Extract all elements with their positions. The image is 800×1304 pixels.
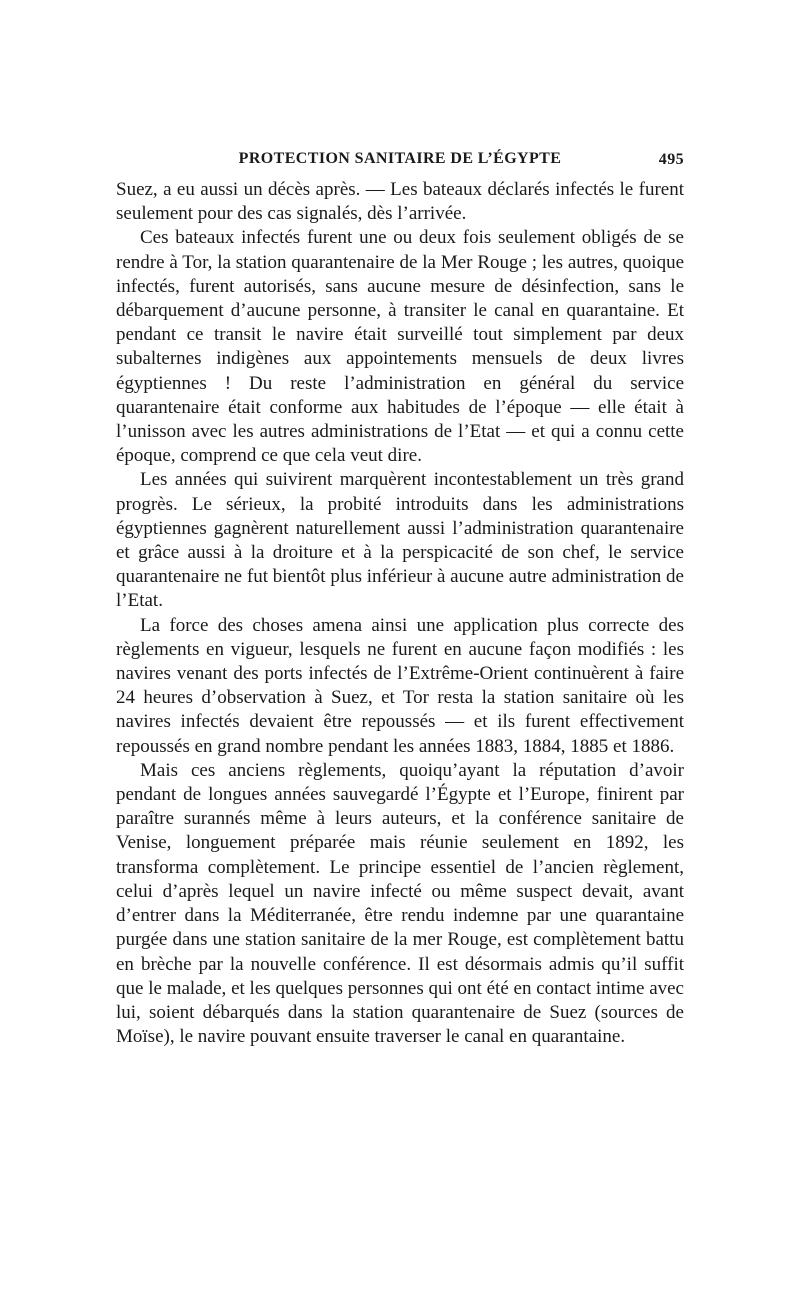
running-head-title: PROTECTION SANITAIRE DE L’ÉGYPTE [238,150,562,167]
paragraph: Mais ces anciens règlements, quoiqu’ayant la réputation d’avoir pendant de longues années sauvegardé l’Égypte et l’Europe, finirent par paraître surannés même à leurs auteurs, et la conférence sanitaire de Venise, longuement préparée mais réunie seulement en 1892, les transforma complètement. Le principe essentiel de l’ancien règlement, celui d’après lequel un navire infecté ou même suspect devait, avant d’entrer dans la Méditerranée, être rendu indemne par une quarantaine purgée dans une station sanitaire de la mer Rouge, est complètement battu en brèche par la nouvelle conférence. Il est désormais admis qu’il suffit que le malade, et les quelques personnes qui ont été en contact intime avec lui, soient débarqués dans la station quarantenaire de Suez (sources de Moïse), le navire pouvant ensuite traverser le canal en quarantaine. [116,759,684,1048]
page-number: 495 [658,151,684,168]
body-text [116,178,684,1049]
book-page [116,150,684,1049]
running-head [116,150,684,174]
paragraph: Les années qui suivirent marquèrent incontestablement un très grand progrès. Le sérieux, la probité introduits dans les administrations égyptiennes gagnèrent naturellement aussi l’administration quarantenaire et grâce aussi à la droiture et à la perspicacité de son chef, le service quarantenaire ne fut bientôt plus inférieur à aucune autre administration de l’Etat. [116,469,684,612]
paragraph: La force des choses amena ainsi une application plus correcte des règlements en vigueur, lesquels ne furent en aucune façon modifiés : les navires venant des ports infectés de l’Extrême-Orient continuèrent à faire 24 heures d’observation à Suez, et Tor resta la station sanitaire où les navires infectés devaient être repoussés — et ils furent effectivement repoussés en grand nombre pendant les années 1883, 1884, 1885 et 1886. [116,614,684,757]
paragraph-continuation: Suez, a eu aussi un décès après. — Les bateaux déclarés infectés le furent seulement pour des cas signalés, dès l’arrivée. [116,179,684,225]
paragraph: Ces bateaux infectés furent une ou deux fois seulement obligés de se rendre à Tor, la station quarantenaire de la Mer Rouge ; les autres, quoique infectés, furent autorisés, sans aucune mesure de désinfection, sans le débarquement d’aucune personne, à transiter le canal en quarantaine. Et pendant ce transit le navire était surveillé tout simplement par deux subalternes indigènes aux appointements mensuels de deux livres égyptiennes ! Du reste l’administration en général du service quarantenaire était conforme aux habitudes de l’époque — elle était à l’unisson avec les autres administrations de l’Etat — et qui a connu cette époque, comprend ce que cela veut dire. [116,227,684,467]
